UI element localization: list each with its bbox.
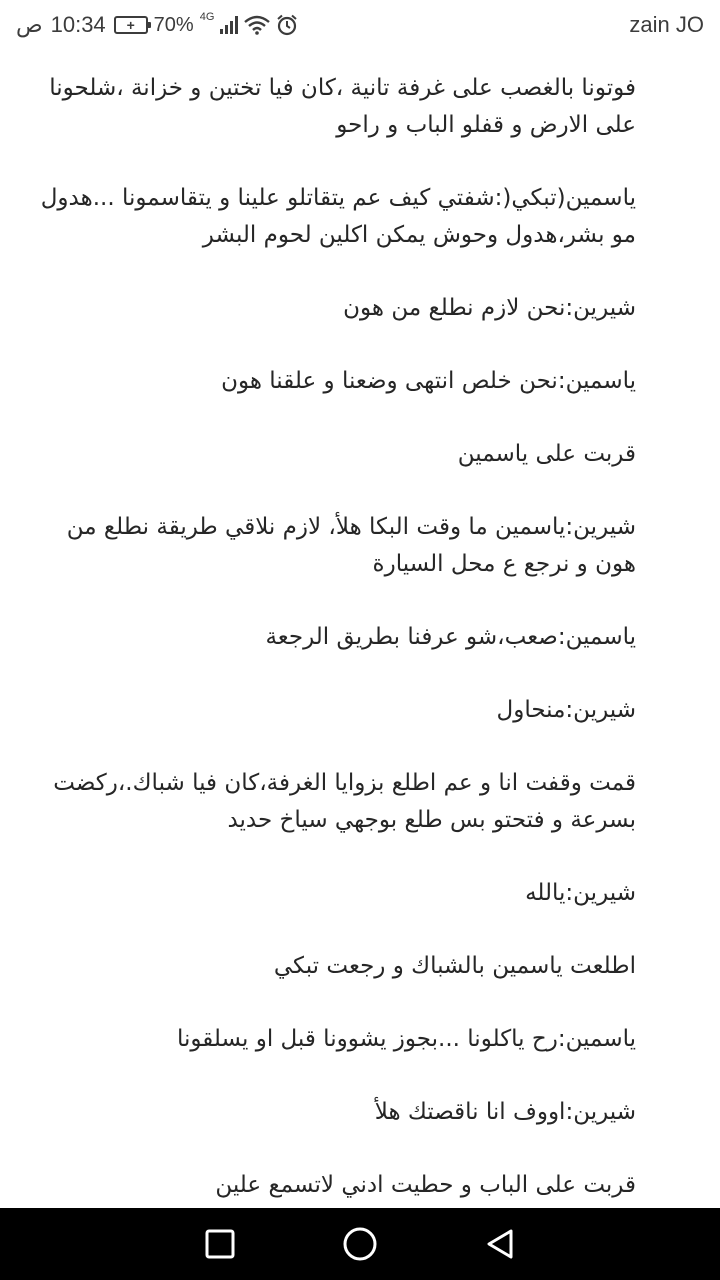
- story-paragraph: شيرين:يالله: [525, 880, 636, 906]
- story-paragraph: ياسمين(تبكي(:شفتي كيف عم يتقاتلو علينا و يتقاسمونا ...هدول مو بشر،هدول وحوش يمكن اكلين لحوم البشر: [40, 185, 636, 248]
- story-content[interactable]: [0, 58, 720, 1198]
- story-paragraph: ياسمين:نحن خلص انتهى وضعنا و علقنا هون: [221, 368, 636, 394]
- wifi-icon: [244, 15, 270, 35]
- status-bar: [0, 0, 720, 50]
- battery-percent: 70%: [153, 13, 194, 36]
- home-button[interactable]: [330, 1214, 390, 1274]
- navigation-bar: [0, 1208, 720, 1280]
- am-pm-indicator: ص: [16, 12, 43, 37]
- story-paragraph: شيرين:نحن لازم نطلع من هون: [343, 295, 636, 321]
- carrier-name: zain JO: [629, 12, 704, 37]
- signal-icon: [220, 16, 238, 34]
- story-paragraph: شيرين:منحاول: [496, 697, 636, 723]
- recents-icon: [204, 1228, 236, 1260]
- home-icon: [342, 1226, 378, 1262]
- story-paragraph: شيرين:ياسمين ما وقت البكا هلأ، لازم نلاقي طريقة نطلع من هون و نرجع ع محل السيارة: [66, 514, 636, 577]
- story-paragraph: قربت على ياسمين: [457, 441, 636, 467]
- back-button[interactable]: [470, 1214, 530, 1274]
- story-paragraph: اطلعت ياسمين بالشباك و رجعت تبكي: [273, 953, 636, 979]
- story-paragraph: ياسمين:صعب،شو عرفنا بطريق الرجعة: [265, 624, 636, 650]
- story-paragraph: قربت على الباب و حطيت ادني لاتسمع علين: [215, 1172, 636, 1198]
- story-paragraph: شيرين:اووف انا ناقصتك هلأ: [374, 1099, 636, 1125]
- alarm-icon: [276, 14, 298, 36]
- story-paragraph: ياسمين:رح ياكلونا ...بجوز يشوونا قبل او يسلقونا: [176, 1026, 636, 1052]
- status-left-group: [16, 12, 298, 38]
- recents-button[interactable]: [190, 1214, 250, 1274]
- battery-charging-icon: +: [114, 16, 148, 34]
- status-icons: [114, 11, 299, 37]
- network-type-label: 4G: [199, 11, 215, 23]
- back-icon: [483, 1227, 517, 1261]
- clock-time: 10:34: [50, 12, 106, 37]
- story-paragraph: فوتونا بالغصب على غرفة تانية ،كان فيا تختين و خزانة ،شلحونا على الارض و قفلو الباب و راحو: [49, 75, 636, 138]
- story-paragraph: قمت وقفت انا و عم اطلع بزوايا الغرفة،كان فيا شباك.،ركضت بسرعة و فتحتو بس طلع بوجهي سياخ حديد: [53, 770, 636, 833]
